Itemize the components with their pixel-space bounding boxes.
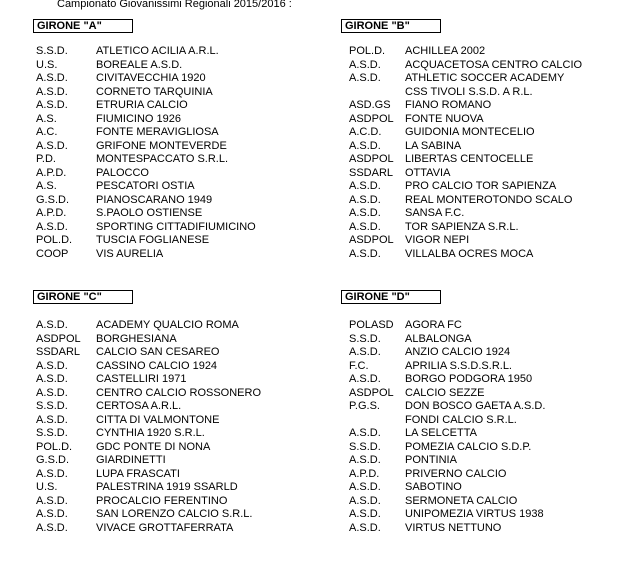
team-name: PRO CALCIO TOR SAPIENZA xyxy=(405,180,557,192)
team-row xyxy=(33,522,313,536)
team-name: PALESTRINA 1919 SSARLD xyxy=(96,481,238,493)
group-d-header: GIRONE "D" xyxy=(341,290,441,304)
team-row xyxy=(341,167,621,181)
team-name: SANSA F.C. xyxy=(405,207,465,219)
team-prefix: A.S.D. xyxy=(349,427,381,439)
team-row xyxy=(341,468,621,482)
group-b xyxy=(341,19,621,269)
team-name: CORNETO TARQUINIA xyxy=(96,85,213,98)
group-c-team-list xyxy=(33,319,313,535)
team-row xyxy=(341,126,621,140)
team-row xyxy=(341,333,621,347)
team-row xyxy=(33,113,313,127)
team-row xyxy=(33,194,313,208)
team-prefix: SSDARL xyxy=(36,346,81,358)
team-row xyxy=(341,481,621,495)
team-prefix: COOP xyxy=(36,247,69,260)
team-prefix: A.S.D. xyxy=(36,99,68,111)
team-prefix: POL.D. xyxy=(36,440,73,453)
team-row xyxy=(33,373,313,387)
team-name: ACHILLEA 2002 xyxy=(405,45,486,57)
team-prefix: POL.D. xyxy=(36,234,73,246)
team-row xyxy=(341,427,621,441)
group-d xyxy=(341,290,621,540)
team-row xyxy=(33,234,313,248)
team-row xyxy=(341,153,621,167)
team-row xyxy=(341,360,621,374)
team-prefix: A.S. xyxy=(36,180,57,192)
team-name: PIANOSCARANO 1949 xyxy=(96,193,213,206)
team-row xyxy=(33,333,313,347)
team-prefix: A.P.D. xyxy=(36,166,67,179)
team-name: UNIPOMEZIA VIRTUS 1938 xyxy=(405,508,544,520)
team-prefix: F.C. xyxy=(349,359,369,372)
team-prefix: A.S. xyxy=(36,112,57,125)
team-prefix: SSDARL xyxy=(349,166,394,179)
team-prefix: POLASD xyxy=(349,319,394,331)
team-prefix: A.C. xyxy=(36,126,58,138)
team-prefix: G.S.D. xyxy=(36,193,70,206)
group-a-team-list xyxy=(33,45,313,261)
team-name: REAL MONTEROTONDO SCALO xyxy=(405,193,573,206)
team-row xyxy=(341,207,621,221)
team-prefix: A.S.D. xyxy=(349,72,381,84)
team-prefix: A.S.D. xyxy=(36,386,68,399)
team-name: VIVACE GROTTAFERRATA xyxy=(96,521,234,534)
team-prefix: A.S.D. xyxy=(36,494,68,507)
team-prefix: A.S.D. xyxy=(36,319,68,331)
team-prefix: A.S.D. xyxy=(36,373,68,385)
team-prefix: ASDPOL xyxy=(36,332,81,345)
team-name: TOR SAPIENZA S.R.L. xyxy=(405,220,519,233)
team-prefix: A.S.D. xyxy=(36,72,68,84)
team-row xyxy=(341,508,621,522)
team-row xyxy=(33,86,313,100)
team-prefix: A.S.D. xyxy=(349,193,381,206)
team-row xyxy=(33,167,313,181)
team-prefix: A.S.D. xyxy=(36,508,68,520)
team-row xyxy=(341,346,621,360)
team-name: APRILIA S.S.D.S.R.L. xyxy=(405,359,512,372)
team-prefix: A.S.D. xyxy=(36,220,68,233)
team-name: ALBALONGA xyxy=(405,332,472,345)
team-row xyxy=(341,373,621,387)
team-row xyxy=(341,72,621,86)
team-name: BORGHESIANA xyxy=(96,332,177,345)
group-d-team-list xyxy=(341,319,621,535)
team-row xyxy=(33,427,313,441)
team-prefix: A.S.D. xyxy=(349,247,381,260)
team-row xyxy=(341,59,621,73)
team-row xyxy=(33,360,313,374)
team-row xyxy=(341,319,621,333)
team-name: GIARDINETTI xyxy=(96,454,166,466)
team-name: FONTE MERAVIGLIOSA xyxy=(96,126,219,138)
team-name: CERTOSA A.R.L. xyxy=(96,400,182,412)
group-c xyxy=(33,290,313,540)
team-name: POMEZIA CALCIO S.D.P. xyxy=(405,440,532,453)
team-row xyxy=(33,346,313,360)
team-prefix: ASDPOL xyxy=(349,153,394,165)
team-name: SERMONETA CALCIO xyxy=(405,494,518,507)
team-prefix: A.S.D. xyxy=(36,85,68,98)
team-name: CALCIO SAN CESAREO xyxy=(96,346,220,358)
team-row xyxy=(33,59,313,73)
team-prefix: ASDPOL xyxy=(349,234,394,246)
team-name: CALCIO SEZZE xyxy=(405,386,485,399)
group-b-team-list xyxy=(341,45,621,261)
team-name: FIANO ROMANO xyxy=(405,99,492,111)
team-name: VIS AURELIA xyxy=(96,247,164,260)
team-prefix: A.S.D. xyxy=(349,373,381,385)
group-a xyxy=(33,19,313,269)
team-name: DON BOSCO GAETA A.S.D. xyxy=(405,400,546,412)
team-row xyxy=(341,45,621,59)
team-prefix: A.S.D. xyxy=(349,180,381,192)
team-name: PALOCCO xyxy=(96,166,149,179)
team-prefix: A.S.D. xyxy=(349,521,381,534)
team-name: AGORA FC xyxy=(405,319,462,331)
team-name: FONDI CALCIO S.R.L. xyxy=(405,413,517,426)
team-prefix: A.S.D. xyxy=(36,359,68,372)
team-row xyxy=(341,221,621,235)
team-row xyxy=(33,153,313,167)
team-row xyxy=(33,400,313,414)
team-row xyxy=(341,99,621,113)
team-name: BOREALE A.S.D. xyxy=(96,58,183,71)
team-row xyxy=(341,522,621,536)
team-prefix: A.C.D. xyxy=(349,126,382,138)
team-name: PRIVERNO CALCIO xyxy=(405,467,507,480)
team-row xyxy=(341,400,621,414)
team-row xyxy=(341,194,621,208)
team-prefix: POL.D. xyxy=(349,45,386,57)
team-row xyxy=(33,207,313,221)
team-name: ATLETICO ACILIA A.R.L. xyxy=(96,45,219,57)
team-name: SAN LORENZO CALCIO S.R.L. xyxy=(96,508,253,520)
team-prefix: ASDPOL xyxy=(349,386,394,399)
team-name: LUPA FRASCATI xyxy=(96,467,180,480)
team-prefix: S.S.D. xyxy=(36,45,68,57)
team-prefix: A.S.D. xyxy=(349,207,381,219)
team-name: PONTINIA xyxy=(405,454,457,466)
team-name: FONTE NUOVA xyxy=(405,112,484,125)
team-name: FIUMICINO 1926 xyxy=(96,112,181,125)
team-row xyxy=(33,441,313,455)
team-name: GUIDONIA MONTECELIO xyxy=(405,126,535,138)
team-name: ANZIO CALCIO 1924 xyxy=(405,346,511,358)
team-row xyxy=(33,319,313,333)
team-row xyxy=(341,454,621,468)
team-name: PESCATORI OSTIA xyxy=(96,180,195,192)
team-name: VILLALBA OCRES MOCA xyxy=(405,247,534,260)
team-prefix: A.S.D. xyxy=(349,454,381,466)
team-name: GDC PONTE DI NONA xyxy=(96,440,211,453)
team-name: CASSINO CALCIO 1924 xyxy=(96,359,218,372)
team-name: CITTA DI VALMONTONE xyxy=(96,413,220,426)
team-prefix: G.S.D. xyxy=(36,454,70,466)
team-prefix: A.P.D. xyxy=(36,207,67,219)
team-name: VIRTUS NETTUNO xyxy=(405,521,502,534)
group-b-header: GIRONE "B" xyxy=(341,19,441,33)
team-prefix: A.S.D. xyxy=(36,413,68,426)
team-row xyxy=(33,495,313,509)
team-prefix: P.D. xyxy=(36,153,56,165)
team-name: ACQUACETOSA CENTRO CALCIO xyxy=(405,58,583,71)
team-name: ETRURIA CALCIO xyxy=(96,99,188,111)
team-row xyxy=(33,468,313,482)
team-prefix: A.S.D. xyxy=(349,346,381,358)
team-prefix: A.S.D. xyxy=(36,467,68,480)
team-name: TUSCIA FOGLIANESE xyxy=(96,234,210,246)
team-name: GRIFONE MONTEVERDE xyxy=(96,139,227,152)
team-prefix: A.S.D. xyxy=(349,139,381,152)
team-name: CENTRO CALCIO ROSSONERO xyxy=(96,386,262,399)
team-prefix: U.S. xyxy=(36,481,58,493)
team-prefix: A.S.D. xyxy=(349,220,381,233)
group-a-header: GIRONE "A" xyxy=(33,19,133,33)
team-prefix: S.S.D. xyxy=(36,400,68,412)
team-row xyxy=(33,180,313,194)
team-prefix: U.S. xyxy=(36,58,58,71)
team-name: MONTESPACCATO S.R.L. xyxy=(96,153,229,165)
team-row xyxy=(33,414,313,428)
team-row xyxy=(341,248,621,262)
group-c-header: GIRONE "C" xyxy=(33,290,133,304)
document-title: Campionato Giovanissimi Regionali 2015/2016 : xyxy=(57,0,292,10)
team-row xyxy=(33,454,313,468)
team-row xyxy=(341,441,621,455)
team-row xyxy=(33,481,313,495)
team-name: CASTELLIRI 1971 xyxy=(96,373,187,385)
team-row xyxy=(33,387,313,401)
team-prefix: A.S.D. xyxy=(36,521,68,534)
team-name: CSS TIVOLI S.S.D. A R.L. xyxy=(405,85,533,98)
team-prefix: ASD.GS xyxy=(349,99,391,111)
team-name: LA SABINA xyxy=(405,139,462,152)
team-name: S.PAOLO OSTIENSE xyxy=(96,207,203,219)
team-prefix: S.S.D. xyxy=(349,440,381,453)
team-name: SABOTINO xyxy=(405,481,462,493)
team-name: ATHLETIC SOCCER ACADEMY xyxy=(405,72,565,84)
team-prefix: A.S.D. xyxy=(349,494,381,507)
team-name: PROCALCIO FERENTINO xyxy=(96,494,228,507)
team-prefix: S.S.D. xyxy=(349,332,381,345)
team-row xyxy=(33,508,313,522)
team-row xyxy=(33,45,313,59)
team-row xyxy=(33,221,313,235)
team-name: LIBERTAS CENTOCELLE xyxy=(405,153,534,165)
team-name: LA SELCETTA xyxy=(405,427,477,439)
team-row xyxy=(341,414,621,428)
team-row xyxy=(33,72,313,86)
team-prefix: A.S.D. xyxy=(349,58,381,71)
team-row xyxy=(341,140,621,154)
team-row xyxy=(33,140,313,154)
team-name: ACADEMY QUALCIO ROMA xyxy=(96,319,239,331)
team-name: OTTAVIA xyxy=(405,166,451,179)
team-prefix: A.S.D. xyxy=(36,139,68,152)
team-row xyxy=(33,248,313,262)
team-prefix: S.S.D. xyxy=(36,427,68,439)
team-name: BORGO PODGORA 1950 xyxy=(405,373,533,385)
team-prefix: A.S.D. xyxy=(349,481,381,493)
team-prefix: P.G.S. xyxy=(349,400,380,412)
team-name: SPORTING CITTADIFIUMICINO xyxy=(96,220,256,233)
team-row xyxy=(33,99,313,113)
team-name: VIGOR NEPI xyxy=(405,234,470,246)
team-prefix: A.S.D. xyxy=(349,508,381,520)
team-name: CYNTHIA 1920 S.R.L. xyxy=(96,427,205,439)
team-row xyxy=(341,387,621,401)
team-row xyxy=(341,234,621,248)
team-row xyxy=(341,495,621,509)
team-row xyxy=(341,180,621,194)
team-prefix: A.P.D. xyxy=(349,467,380,480)
team-row xyxy=(33,126,313,140)
team-prefix: ASDPOL xyxy=(349,112,394,125)
team-row xyxy=(341,113,621,127)
team-name: CIVITAVECCHIA 1920 xyxy=(96,72,206,84)
team-row xyxy=(341,86,621,100)
